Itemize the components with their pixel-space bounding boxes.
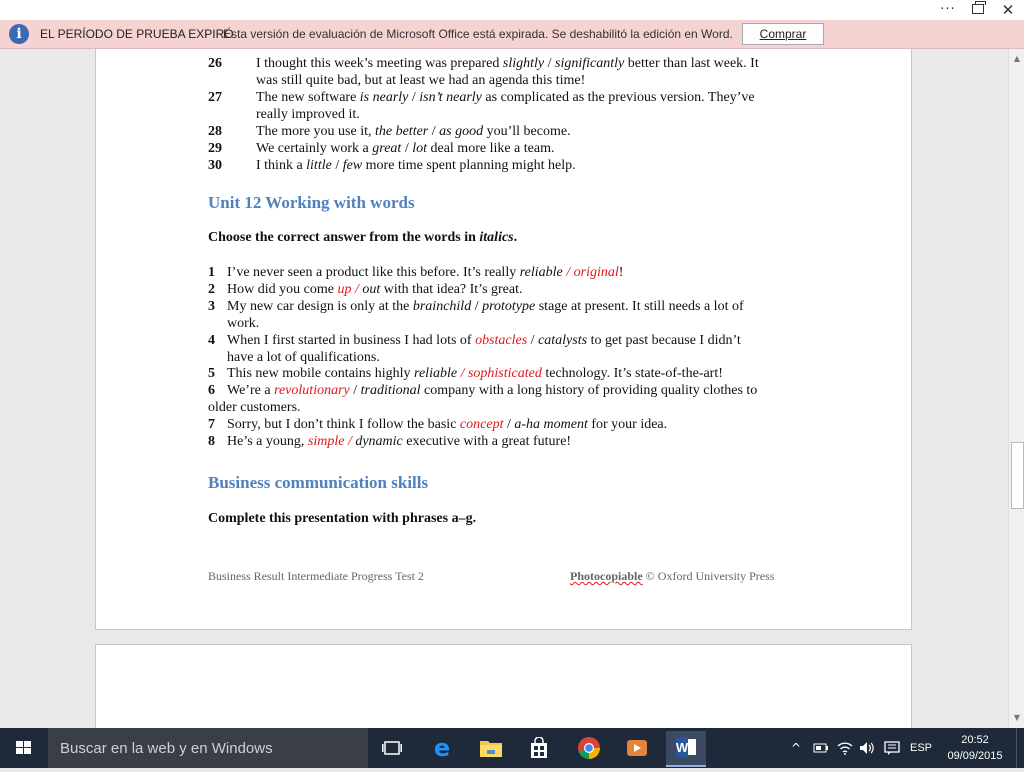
show-desktop-button[interactable] bbox=[1016, 728, 1024, 768]
scroll-down-icon[interactable]: ▼ bbox=[1013, 713, 1021, 722]
instruction-text: Choose the correct answer from the words in italics. bbox=[208, 230, 518, 245]
vertical-scrollbar[interactable] bbox=[1008, 49, 1024, 728]
taskbar bbox=[0, 728, 1024, 768]
svg-text:W: W bbox=[675, 740, 689, 755]
item-text: My new car design is only at the brainchild / prototype stage at present. It still needs a lot of bbox=[227, 299, 744, 314]
item-text: I’ve never seen a product like this before. It’s really reliable / original! bbox=[227, 265, 624, 280]
clock-time: 20:52 bbox=[961, 734, 989, 746]
item-continuation: older customers. bbox=[208, 400, 301, 415]
language-indicator[interactable]: ESP bbox=[909, 742, 932, 754]
more-options-button[interactable]: ··· bbox=[940, 2, 956, 17]
task-view-icon[interactable] bbox=[372, 732, 412, 764]
item-text: Sorry, but I don’t think I follow the basic concept / a-ha moment for your idea. bbox=[227, 417, 668, 432]
document-page[interactable] bbox=[95, 49, 912, 630]
item-number: 3 bbox=[208, 299, 215, 314]
restore-button[interactable] bbox=[963, 0, 993, 20]
scroll-up-icon[interactable]: ▲ bbox=[1013, 54, 1021, 63]
item-number: 28 bbox=[208, 124, 222, 139]
clock[interactable] bbox=[945, 732, 1005, 764]
item-number: 30 bbox=[208, 158, 222, 173]
item-continuation: work. bbox=[227, 316, 260, 331]
store-icon[interactable] bbox=[519, 732, 559, 764]
item-text: We certainly work a great / lot deal more like a team. bbox=[256, 141, 555, 156]
battery-icon[interactable] bbox=[812, 728, 830, 768]
item-continuation: have a lot of qualifications. bbox=[227, 350, 380, 365]
item-number: 6 bbox=[208, 383, 215, 398]
clock-date: 09/09/2015 bbox=[947, 750, 1003, 762]
chrome-icon[interactable] bbox=[569, 732, 609, 764]
search-placeholder: Buscar en la web y en Windows bbox=[60, 740, 273, 757]
media-player-icon[interactable] bbox=[617, 732, 657, 764]
next-page[interactable] bbox=[95, 644, 912, 728]
item-text: We’re a revolutionary / traditional company with a long history of providing quality clothes to bbox=[227, 383, 758, 398]
message-text: Esta versión de evaluación de Microsoft Office está expirada. Se deshabilitó la edición en Word. bbox=[223, 27, 733, 41]
item-text: How did you come up / out with that idea? It’s great. bbox=[227, 282, 523, 297]
volume-icon[interactable] bbox=[858, 728, 876, 768]
item-text: When I first started in business I had lots of obstacles / catalysts to get past because I didn’t bbox=[227, 333, 741, 348]
unit-heading: Unit 12 Working with words bbox=[208, 193, 415, 212]
close-button[interactable]: ✕ bbox=[1001, 1, 1015, 19]
trial-expired-message-bar bbox=[0, 20, 1024, 49]
item-number: 2 bbox=[208, 282, 215, 297]
document-area[interactable] bbox=[0, 49, 1008, 728]
item-number: 7 bbox=[208, 417, 215, 432]
message-title: EL PERÍODO DE PRUEBA EXPIRÓ bbox=[40, 27, 234, 41]
item-text: The more you use it, the better / as good you’ll become. bbox=[256, 124, 571, 139]
word-app-icon[interactable] bbox=[666, 731, 706, 767]
taskbar-search-box[interactable] bbox=[48, 728, 368, 768]
item-number: 1 bbox=[208, 265, 215, 280]
buy-button[interactable]: Comprar bbox=[742, 23, 824, 45]
item-number: 29 bbox=[208, 141, 222, 156]
item-text: I think a little / few more time spent planning might help. bbox=[256, 158, 576, 173]
item-number: 4 bbox=[208, 333, 215, 348]
section-heading: Business communication skills bbox=[208, 473, 429, 492]
item-text: This new mobile contains highly reliable / sophisticated technology. It’s state-of-the-art! bbox=[227, 366, 723, 381]
item-number: 27 bbox=[208, 90, 222, 105]
item-continuation: really improved it. bbox=[256, 107, 360, 122]
item-continuation: was still quite bad, but at least we had an agenda this time! bbox=[256, 73, 586, 88]
show-hidden-icons-icon[interactable]: ^ bbox=[790, 741, 802, 755]
item-text: I thought this week’s meeting was prepared slightly / significantly better than last week. It bbox=[256, 56, 759, 71]
item-number: 26 bbox=[208, 56, 222, 71]
start-button[interactable] bbox=[0, 728, 48, 768]
info-icon: i bbox=[9, 24, 29, 44]
item-text: The new software is nearly / isn’t nearly as complicated as the previous version. They’ve bbox=[256, 90, 755, 105]
windows-logo-icon bbox=[16, 741, 32, 755]
notifications-icon[interactable] bbox=[882, 728, 902, 768]
wifi-icon[interactable] bbox=[836, 728, 854, 768]
item-number: 8 bbox=[208, 434, 215, 449]
title-bar bbox=[0, 0, 1024, 20]
item-text: He’s a young, simple / dynamic executive with a great future! bbox=[227, 434, 572, 449]
restore-icon bbox=[972, 4, 984, 14]
instruction-text: Complete this presentation with phrases a–g. bbox=[208, 511, 477, 526]
file-explorer-icon[interactable] bbox=[471, 732, 511, 764]
footer-left: Business Result Intermediate Progress Test 2 bbox=[208, 569, 424, 583]
footer-right: Photocopiable © Oxford University Press bbox=[570, 569, 775, 583]
item-number: 5 bbox=[208, 366, 215, 381]
scroll-thumb[interactable] bbox=[1011, 442, 1024, 509]
edge-browser-icon[interactable]: e bbox=[433, 734, 451, 762]
